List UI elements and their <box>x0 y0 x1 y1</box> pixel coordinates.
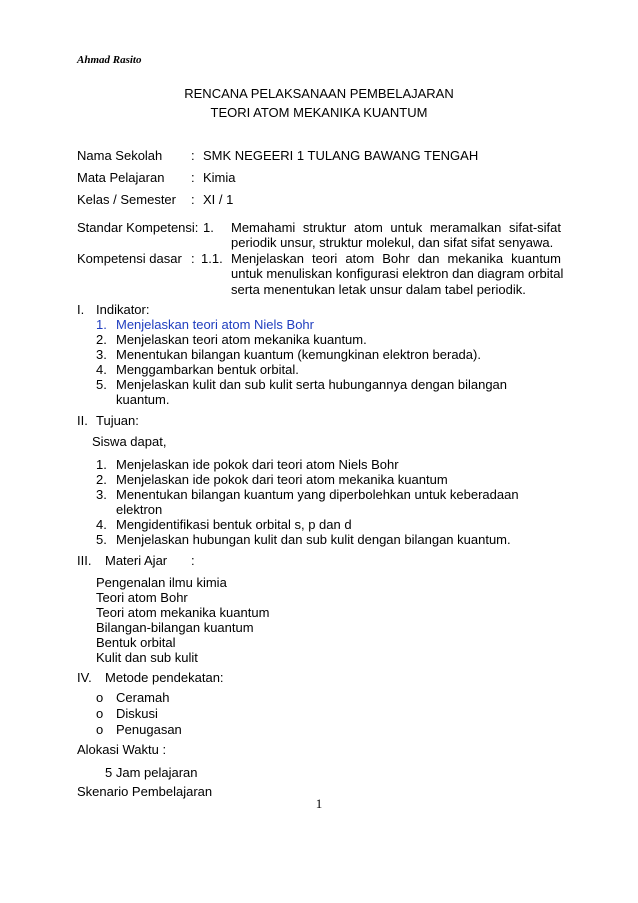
identity-value-subject: Kimia <box>203 170 236 185</box>
document-subtitle: TEORI ATOM MEKANIKA KUANTUM <box>210 105 428 120</box>
kompetensi-line: serta menentukan letak unsur dalam tabel periodik. <box>231 282 526 297</box>
list-item-continuation: kuantum. <box>116 392 170 407</box>
kompetensi-label: Kompetensi dasar <box>77 251 182 266</box>
identity-colon: : <box>191 148 195 163</box>
list-number: 4. <box>96 362 107 377</box>
standar-line: Memahami struktur atom untuk meramalkan sifat-sifat <box>231 220 561 235</box>
section-number: II. <box>77 413 88 428</box>
identity-label-class: Kelas / Semester <box>77 192 176 207</box>
identity-colon: : <box>191 170 195 185</box>
kompetensi-number: 1.1. <box>201 251 223 266</box>
page-number: 1 <box>315 796 323 811</box>
section-colon: : <box>191 553 195 568</box>
list-number: 3. <box>96 487 107 502</box>
identity-value-class: XI / 1 <box>203 192 234 207</box>
list-item: Menggambarkan bentuk orbital. <box>116 362 299 377</box>
list-item: Menjelaskan kulit dan sub kulit serta hubungannya dengan bilangan <box>116 377 508 392</box>
list-number: 2. <box>96 472 107 487</box>
list-number: 1. <box>96 457 107 472</box>
materi-item: Teori atom Bohr <box>96 590 188 605</box>
identity-value-school: SMK NEGEERI 1 TULANG BAWANG TENGAH <box>203 148 479 163</box>
materi-item: Kulit dan sub kulit <box>96 650 198 665</box>
section-heading-tujuan: Tujuan: <box>96 413 139 428</box>
list-item: Menjelaskan ide pokok dari teori atom mekanika kuantum <box>116 472 448 487</box>
list-item: Menentukan bilangan kuantum yang diperbolehkan untuk keberadaan <box>116 487 519 502</box>
list-item: Menentukan bilangan kuantum (kemungkinan elektron berada). <box>116 347 481 362</box>
kompetensi-colon: : <box>191 251 195 266</box>
section-heading-materi: Materi Ajar <box>105 553 168 568</box>
author-header: Ahmad Rasito <box>77 54 142 66</box>
materi-item: Bentuk orbital <box>96 635 176 650</box>
metode-item: Penugasan <box>116 722 182 737</box>
metode-item: Ceramah <box>116 690 170 705</box>
list-item: Menjelaskan teori atom Niels Bohr <box>116 317 314 332</box>
list-number: 1. <box>96 317 107 332</box>
section-heading-indikator: Indikator: <box>96 302 150 317</box>
standar-line: periodik unsur, struktur molekul, dan sifat sifat senyawa. <box>231 235 554 250</box>
bullet-icon: o <box>96 690 104 705</box>
kompetensi-line: untuk menuliskan konfigurasi elektron dan diagram orbital <box>231 266 564 281</box>
list-number: 4. <box>96 517 107 532</box>
metode-item: Diskusi <box>116 706 158 721</box>
section-heading-metode: Metode pendekatan: <box>105 670 224 685</box>
kompetensi-line: Menjelaskan teori atom Bohr dan mekanika kuantum <box>231 251 561 266</box>
alokasi-value: 5 Jam pelajaran <box>105 765 198 780</box>
list-number: 3. <box>96 347 107 362</box>
section-number: IV. <box>77 670 92 685</box>
list-item: Mengidentifikasi bentuk orbital s, p dan d <box>116 517 352 532</box>
document-title: RENCANA PELAKSANAAN PEMBELAJARAN <box>184 86 454 101</box>
alokasi-label: Alokasi Waktu : <box>77 742 167 757</box>
bullet-icon: o <box>96 722 104 737</box>
tujuan-intro: Siswa dapat, <box>92 434 167 449</box>
list-number: 5. <box>96 377 107 392</box>
materi-item: Pengenalan ilmu kimia <box>96 575 227 590</box>
list-item: Menjelaskan hubungan kulit dan sub kulit dengan bilangan kuantum. <box>116 532 511 547</box>
skenario-label: Skenario Pembelajaran <box>77 784 213 799</box>
bullet-icon: o <box>96 706 104 721</box>
identity-colon: : <box>191 192 195 207</box>
section-number: III. <box>77 553 92 568</box>
standar-label: Standar Kompetensi: <box>77 220 199 235</box>
list-item: Menjelaskan ide pokok dari teori atom Niels Bohr <box>116 457 399 472</box>
identity-label-subject: Mata Pelajaran <box>77 170 165 185</box>
standar-number: 1. <box>203 220 214 235</box>
list-number: 2. <box>96 332 107 347</box>
section-number: I. <box>77 302 85 317</box>
identity-label-school: Nama Sekolah <box>77 148 163 163</box>
list-item-continuation: elektron <box>116 502 163 517</box>
list-item: Menjelaskan teori atom mekanika kuantum. <box>116 332 367 347</box>
materi-item: Teori atom mekanika kuantum <box>96 605 270 620</box>
materi-item: Bilangan-bilangan kuantum <box>96 620 254 635</box>
list-number: 5. <box>96 532 107 547</box>
